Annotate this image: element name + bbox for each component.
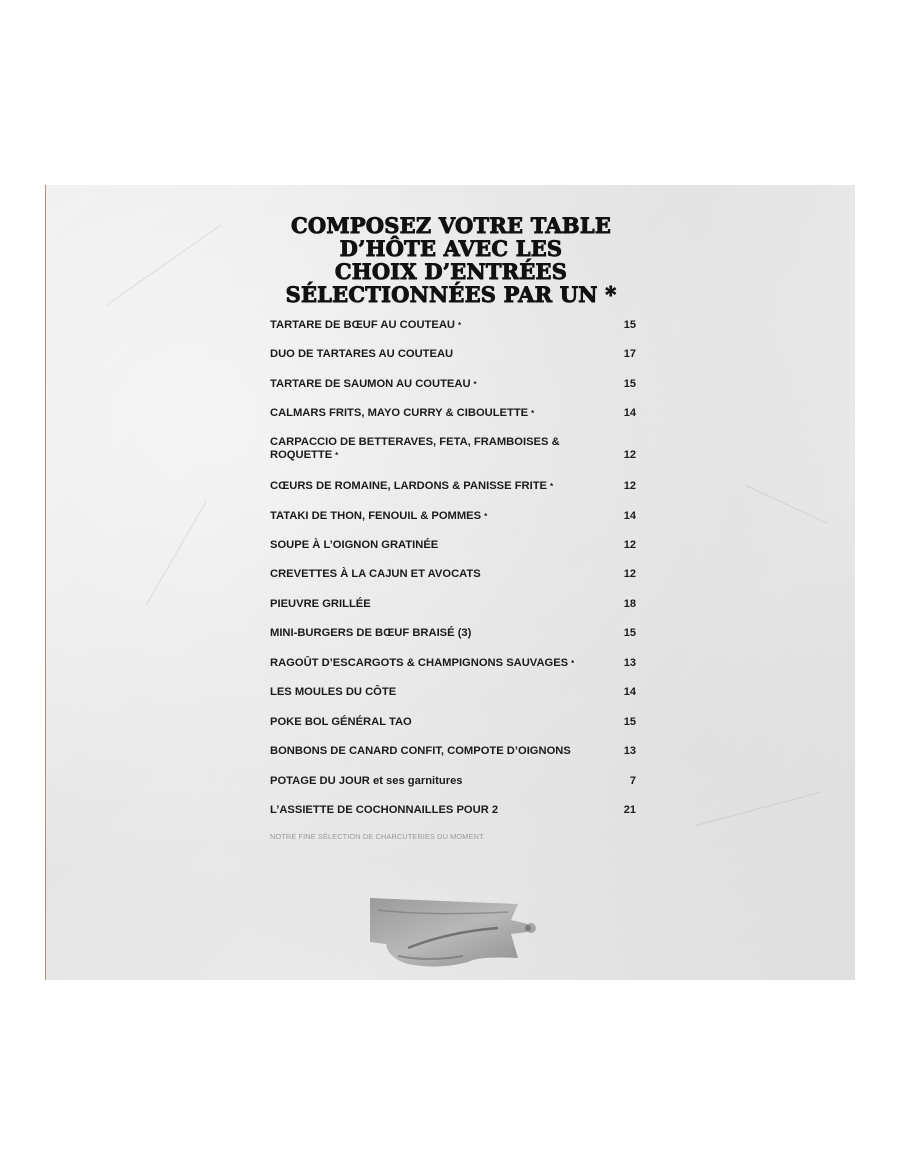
item-name: BONBONS DE CANARD CONFIT, COMPOTE D’OIGNONS <box>270 745 571 757</box>
item-star: * <box>458 321 462 330</box>
menu-item <box>270 480 636 493</box>
menu-item <box>270 510 636 523</box>
page-title <box>46 214 856 306</box>
item-name: CALMARS FRITS, MAYO CURRY & CIBOULETTE <box>270 407 529 419</box>
item-price: 7 <box>629 775 636 787</box>
item-star: * <box>473 380 477 389</box>
item-name: POTAGE DU JOUR et ses garnitures <box>270 775 463 787</box>
menu-item <box>270 627 636 640</box>
item-star: * <box>484 512 488 521</box>
title-line: CHOIX D’ENTRÉES <box>334 259 568 284</box>
texture-scratch <box>696 791 822 826</box>
menu-item <box>270 657 636 670</box>
item-star: * <box>550 482 554 491</box>
item-name: TARTARE DE SAUMON AU COUTEAU <box>270 378 471 390</box>
title-line: D’HÔTE AVEC LES <box>339 236 563 261</box>
menu-item <box>270 716 636 729</box>
item-price: 13 <box>623 657 636 669</box>
menu-item <box>270 775 636 788</box>
item-name: CŒURS DE ROMAINE, LARDONS & PANISSE FRITE <box>270 480 548 492</box>
menu-item <box>270 348 636 361</box>
title-line: COMPOSEZ VOTRE TABLE <box>290 213 612 238</box>
item-price: 15 <box>623 716 636 728</box>
item-name: SOUPE À L’OIGNON GRATINÉE <box>270 539 439 551</box>
item-name: TATAKI DE THON, FENOUIL & POMMES <box>270 510 482 522</box>
item-name: LES MOULES DU CÔTE <box>270 686 397 698</box>
menu-item <box>270 568 636 581</box>
item-price: 12 <box>623 480 636 492</box>
item-price: 17 <box>623 348 636 360</box>
item-name: L’ASSIETTE DE COCHONNAILLES POUR 2 <box>270 804 499 816</box>
item-price: 12 <box>623 568 636 580</box>
item-name: MINI-BURGERS DE BŒUF BRAISÉ (3) <box>270 627 472 639</box>
item-price: 14 <box>623 407 636 419</box>
menu-item <box>270 319 636 332</box>
menu-item <box>270 407 636 420</box>
item-star: * <box>531 409 535 418</box>
item-price: 15 <box>623 378 636 390</box>
cutting-board-icon <box>368 890 538 975</box>
menu-page <box>45 185 855 980</box>
item-price: 12 <box>623 539 636 551</box>
menu-item <box>270 598 636 611</box>
item-price: 13 <box>623 745 636 757</box>
texture-scratch <box>746 485 828 524</box>
item-name: DUO DE TARTARES AU COUTEAU <box>270 348 454 360</box>
item-price: 15 <box>623 627 636 639</box>
item-name: TARTARE DE BŒUF AU COUTEAU <box>270 319 455 331</box>
item-name: CARPACCIO DE BETTERAVES, FETA, FRAMBOISES & ROQUETTE <box>270 436 560 461</box>
item-name: RAGOÛT D’ESCARGOTS & CHAMPIGNONS SAUVAGES <box>270 657 569 669</box>
item-price: 15 <box>623 319 636 331</box>
menu-item <box>270 745 636 758</box>
menu-item <box>270 436 636 462</box>
charcuterie-note: NOTRE FINE SÉLECTION DE CHARCUTERIES DU MOMENT. <box>270 832 485 841</box>
title-line: SÉLECTIONNÉES PAR UN * <box>285 282 617 307</box>
item-name: CREVETTES À LA CAJUN ET AVOCATS <box>270 568 481 580</box>
item-price: 12 <box>623 449 636 461</box>
item-name: POKE BOL GÉNÉRAL TAO <box>270 716 412 728</box>
item-star: * <box>571 659 575 668</box>
item-name: PIEUVRE GRILLÉE <box>270 598 371 610</box>
menu-item <box>270 539 636 552</box>
item-price: 18 <box>623 598 636 610</box>
menu-item <box>270 804 636 817</box>
item-price: 14 <box>623 510 636 522</box>
item-star: * <box>335 451 339 460</box>
menu-item <box>270 378 636 391</box>
texture-scratch <box>146 501 207 605</box>
menu-item <box>270 686 636 699</box>
item-price: 14 <box>623 686 636 698</box>
item-price: 21 <box>623 804 636 816</box>
